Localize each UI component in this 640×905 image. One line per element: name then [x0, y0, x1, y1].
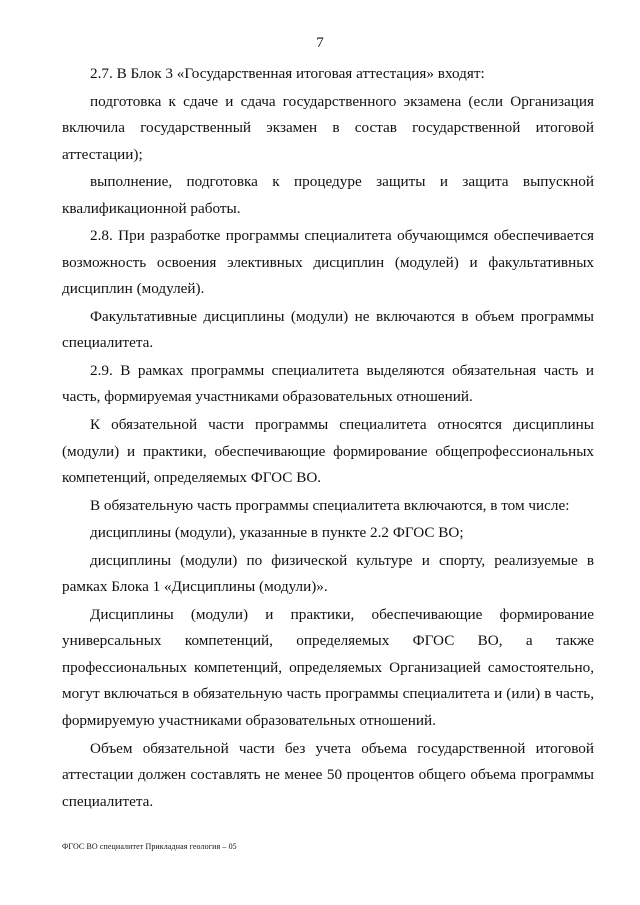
paragraph-mandatory-volume: Объем обязательной части без учета объема государственной итоговой аттестации должен составлять не менее 50 процентов общего объема программы специалитета. [62, 739, 594, 810]
page-number: 7 [316, 35, 324, 51]
paragraph-2-8: 2.8. При разработке программы специалитета обучающимся обеспечивается возможность освоения элективных дисциплин (модулей) и факультативных дисциплин (модулей). [62, 227, 594, 298]
paragraph-mandatory-includes: В обязательную часть программы специалитета включаются, в том числе: [90, 496, 570, 514]
paragraph-physical-culture: дисциплины (модули) по физической культуре и спорту, реализуемые в рамках Блока 1 «Дисциплины (модули)». [62, 551, 594, 596]
paragraph-mandatory-part: К обязательной части программы специалитета относятся дисциплины (модули) и практики, обеспечивающие формирование общепрофессиональных компетенций, определяемых ФГОС ВО. [62, 416, 594, 487]
footer-note: ФГОС ВО специалитет Прикладная геология – 05 [62, 842, 237, 851]
paragraph-2-7: 2.7. В Блок 3 «Государственная итоговая аттестация» входят: [90, 65, 485, 82]
paragraph-competencies: Дисциплины (модули) и практики, обеспечивающие формирование универсальных компетенций, определяемых ФГОС ВО, а также профессиональных компетенций, определяемых Организацией самостоятельно, могут включаться в обязательную часть программы специалитета и (или) в часть, формируемую участниками образовательных отношений. [62, 605, 594, 729]
paragraph-optional-disciplines: Факультативные дисциплины (модули) не включаются в объем программы специалитета. [62, 307, 594, 352]
paragraph-thesis-defense: выполнение, подготовка к процедуре защиты и защита выпускной квалификационной работы. [62, 173, 594, 217]
paragraph-disciplines-2-2: дисциплины (модули), указанные в пункте 2.2 ФГОС ВО; [90, 524, 464, 542]
document-body [62, 61, 594, 816]
paragraph-exam-preparation: подготовка к сдаче и сдача государственного экзамена (если Организация включила государственный экзамен в состав государственной итоговой аттестации); [62, 92, 594, 163]
paragraph-2-9: 2.9. В рамках программы специалитета выделяются обязательная часть и часть, формируемая участниками образовательных отношений. [62, 361, 594, 406]
